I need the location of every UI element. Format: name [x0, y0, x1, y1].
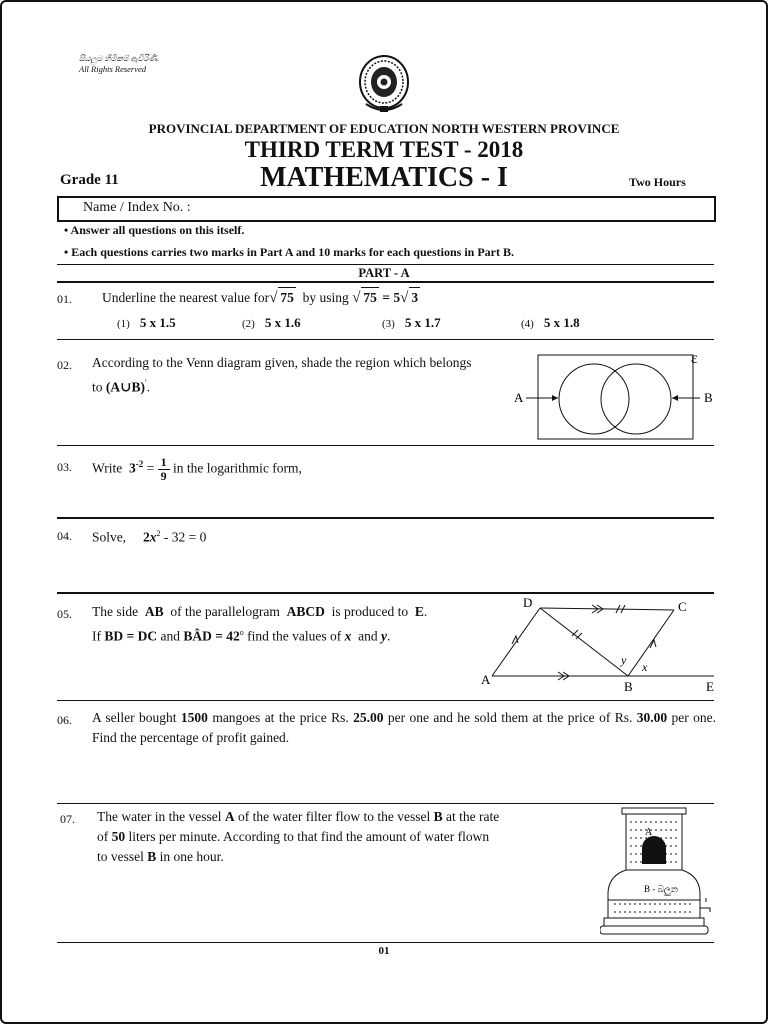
angle-x-label: x — [642, 660, 648, 674]
department-title: PROVINCIAL DEPARTMENT OF EDUCATION NORTH WESTERN PROVINCE — [148, 121, 620, 136]
parallelogram-diagram[interactable] — [478, 592, 718, 698]
set-a-label: A — [514, 390, 524, 405]
q7-text-line1: The water in the vessel A of the water filter flow to the vessel B at the rate — [97, 809, 500, 824]
universal-set-label: ε — [691, 350, 698, 367]
name-index-label: Name / Index No. : — [83, 200, 191, 215]
water-filter-diagram — [600, 804, 720, 940]
page-number: 01 — [378, 945, 390, 957]
vessel-a-label: A — [645, 827, 653, 838]
q5-text-line1: The side AB of the parallelogram ABCD is produced to E. — [92, 604, 428, 619]
emblem-logo — [356, 52, 412, 116]
divider — [57, 517, 714, 519]
question-number: 06. — [57, 713, 72, 727]
question-number: 05. — [57, 607, 72, 621]
vertex-c-label: C — [678, 599, 687, 614]
q2-text-line2: to (A∪B)'. — [92, 378, 150, 395]
question-number: 03. — [57, 460, 72, 474]
q1-option-2[interactable]: (2) 5 x 1.6 — [242, 315, 301, 330]
divider — [57, 281, 714, 283]
question-number: 07. — [60, 812, 75, 826]
q1-option-3[interactable]: (3) 5 x 1.7 — [382, 315, 441, 330]
q2-text: According to the Venn diagram given, shade the region which belongs — [92, 355, 472, 370]
vertex-d-label: D — [523, 595, 533, 610]
part-label: PART - A — [358, 266, 410, 280]
test-title: THIRD TERM TEST - 2018 — [244, 137, 524, 162]
q5-text-line2: If BD = DC and BÂD = $42^o$ find the values of x and y. — [92, 628, 391, 644]
vessel-b-label: B - බලුන — [644, 884, 679, 894]
rights-sinhala: සියලුම හිමිකම් ඇවිරිණි. — [79, 54, 160, 63]
divider — [57, 339, 714, 340]
point-e-label: E — [706, 679, 714, 694]
angle-y-label: y — [621, 653, 627, 667]
q7-text-line3: to vessel B in one hour. — [97, 849, 224, 864]
venn-diagram[interactable] — [508, 346, 718, 442]
q6-text: A seller bought 1500 mangoes at the price Rs. 25.00 per one and he sold them at the price of Rs. 30.00 per one. Find the percentage of profit gained. — [92, 710, 716, 745]
q1-option-4[interactable]: (4) 5 x 1.8 — [521, 315, 580, 330]
question-number: 01. — [57, 292, 72, 306]
vertex-a-label: A — [481, 672, 491, 687]
duration-label: Two Hours — [629, 175, 686, 189]
instruction-1: • Answer all questions on this itself. — [64, 223, 245, 237]
grade-label: Grade 11 — [60, 172, 119, 188]
q4-text: Solve, $2x^2 - 32 = 0$ — [92, 529, 207, 545]
question-number: 04. — [57, 529, 72, 543]
divider — [57, 942, 714, 943]
q3-fraction: $\frac{1}{9}$ — [158, 456, 170, 483]
question-number: 02. — [57, 358, 72, 372]
name-index-box[interactable] — [57, 196, 716, 222]
subject-title: MATHEMATICS - I — [260, 162, 508, 193]
q7-text-line2: of 50 liters per minute. According to that find the amount of water flown — [97, 829, 490, 844]
divider — [57, 264, 714, 265]
q1-option-1[interactable]: (1) 5 x 1.5 — [117, 315, 176, 330]
instruction-2: • Each questions carries two marks in Part A and 10 marks for each questions in Part B. — [64, 245, 514, 259]
q3-text: Write $3^{-2}$ = $\frac{1}{9}$ in the logarithmic form, — [92, 454, 302, 483]
rights-english: All Rights Reserved — [79, 64, 147, 74]
vertex-b-label: B — [624, 679, 633, 694]
divider — [57, 700, 714, 701]
set-b-label: B — [704, 390, 713, 405]
q1-text: Underline the nearest value for√ 75 by using √ 75 = 5√ 3 — [102, 287, 420, 308]
divider — [57, 445, 714, 446]
